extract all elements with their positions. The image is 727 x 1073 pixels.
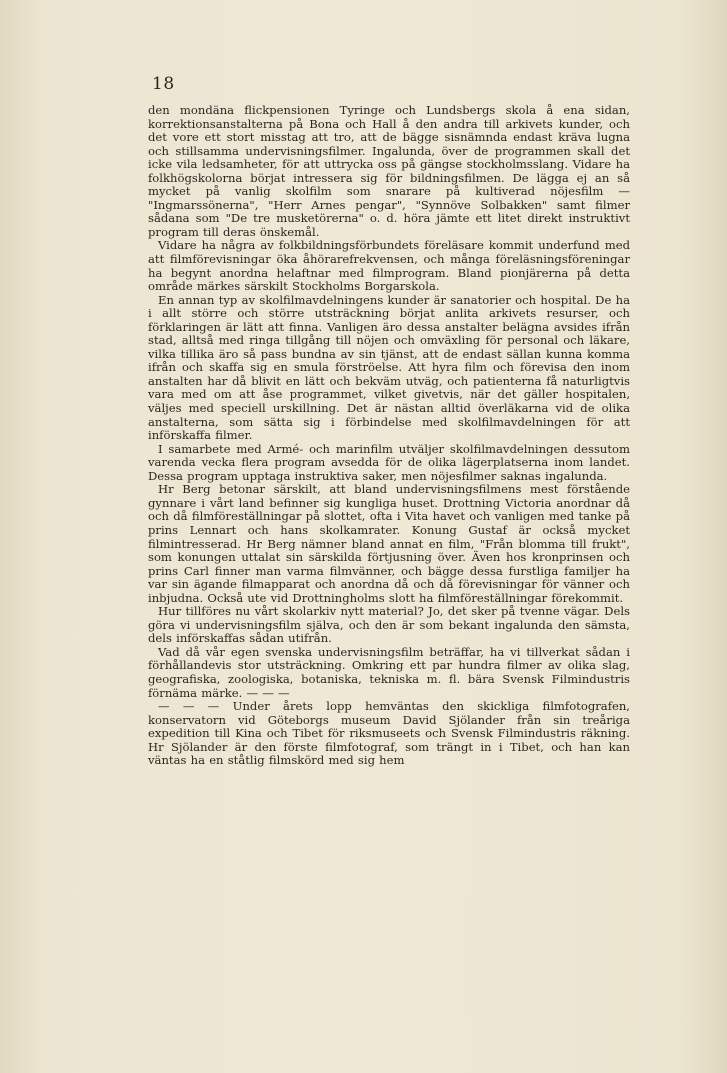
paragraph: I samarbete med Armé- och marinfilm utväljer skolfilmavdelningen dessutom varenda vecka flera program avsedda för de olika lägerplatserna inom landet. Dessa program upptaga instruktiva saker, men nöjesfilmer saknas ingalunda. (148, 441, 630, 483)
paragraph: Hur tillföres nu vårt skolarkiv nytt material? Jo, det sker på tvenne vägar. Dels göra vi undervisningsfilm själva, och den är som bekant ingalunda den sämsta, dels införskaffas sådan utifrån. (148, 604, 630, 646)
paragraph: — — — Under årets lopp hemväntas den skickliga filmfotografen, konservatorn vid Göteborgs museum David Sjölander från sin treåriga expedition till Kina och Tibet för riksmuseets och Svensk Filmindustris räkning. Hr Sjölander är den förste filmfotograf, som trängt in i Tibet, och han kan väntas ha en ståtlig filmskörd med sig hem (148, 699, 630, 768)
paragraph: den mondäna flickpensionen Tyringe och Lundsbergs skola å ena sidan, korrektionsanstalterna på Bona och Hall å den andra till arkivets kunder, och det vore ett stort misstag att tro, att de bägge sisnämnda endast kräva lugna och stillsamma undervisningsfilmer. Ingalunda, över de programmen skall det icke vila ledsamheter, för att uttrycka oss på gängse stockholmsslang. Vidare ha folkhögskolorna börjat intressera sig för bildningsfilmen. De lägga ej an så mycket på vanlig skolfilm som snarare på kultiverad nöjesfilm — "Ingmarssönerna", "Herr Arnes pengar", "Synnöve Solbakken" samt filmer sådana som "De tre musketörerna" o. d. höra jämte ett litet direkt instruktivt program till deras önskemål. (148, 103, 630, 239)
page-number: 18 (152, 74, 175, 94)
paragraph: Hr Berg betonar särskilt, att bland undervisningsfilmens mest förstående gynnare i vårt land befinner sig kungliga huset. Drottning Victoria anordnar då och då filmföreställningar på slottet, ofta i Vita havet och vanligen med tanke på prins Lennart och hans skolkamrater. Konung Gustaf är också mycket filmintresserad. Hr Berg nämner bland annat en film, "Från blomma till frukt", som konungen uttalat sin särskilda förtjusning över. Även hos kronprinsen och prins Carl finner man varma filmvänner, och bägge dessa furstliga familjer ha var sin ägande filmapparat och anordna då och då förevisningar för vänner och inbjudna. Också ute vid Drottningholms slott ha filmföreställningar förekommit. (148, 482, 630, 605)
body-text (148, 104, 630, 768)
paragraph: Vad då vår egen svenska undervisningsfilm beträffar, ha vi tillverkat sådan i förhållandevis stor utsträckning. Omkring ett par hundra filmer av olika slag, geografiska, zoologiska, botaniska, tekniska m. fl. bära Svensk Filmindustris förnäma märke. — — — (148, 644, 630, 700)
paragraph: Vidare ha några av folkbildningsförbundets föreläsare kommit underfund med att filmförevisningar öka åhörarefrekvensen, och många föreläsningsföreningar ha begynt anordna helaftnar med filmprogram. Bland pionjärerna på detta område märkes särskilt Stockholms Borgarskola. (148, 238, 630, 294)
paragraph: En annan typ av skolfilmavdelningens kunder är sanatorier och hospital. De ha i allt större och större utsträckning börjat anlita arkivets resurser, och förklaringen är lätt att finna. Vanligen äro dessa anstalter belägna avsides ifrån stad, alltså med ringa tillgång till nöjen och omväxling för personal och läkare, vilka tillika äro så pass bundna av sin tjänst, att de endast sällan kunna komma ifrån och skaffa sig en smula förströelse. Att hyra film och förevisa den inom anstalten har då blivit en lätt och bekväm utväg, och patienterna få naturligtvis vara med om att åse programmet, vilket givetvis, när det gäller hospitalen, väljes med speciell urskillning. Det är nästan alltid överläkarna vid de olika anstalterna, som sätta sig i förbindelse med skolfilmavdelningen för att införskaffa filmer. (148, 292, 630, 443)
